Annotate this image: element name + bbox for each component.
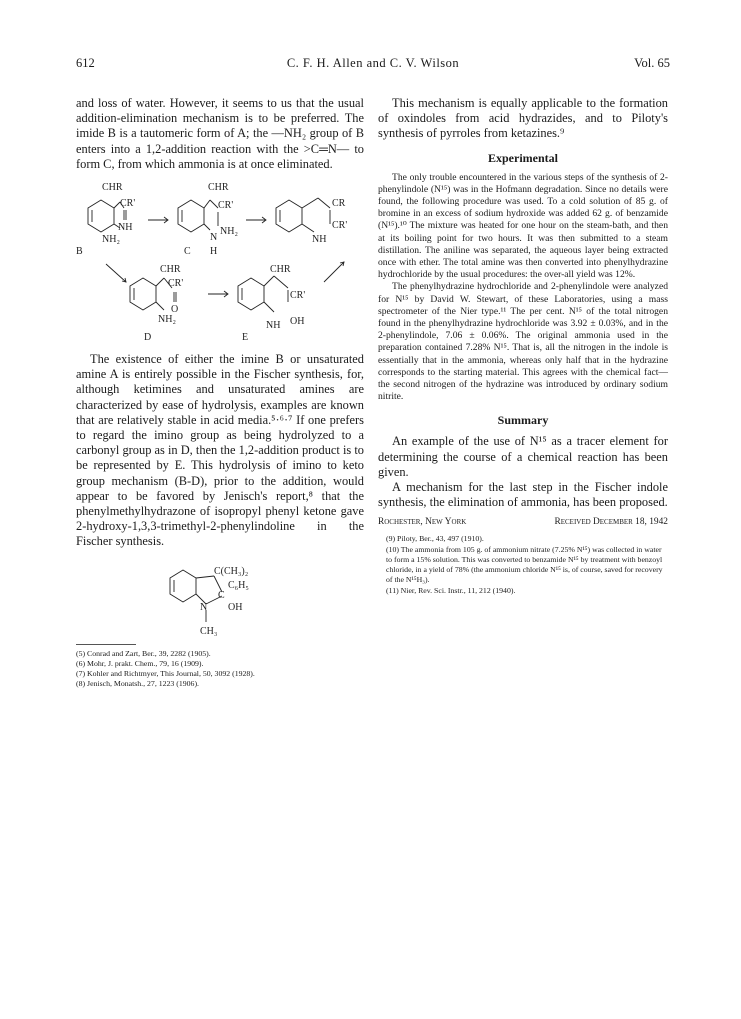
scheme-label-b: B: [76, 246, 83, 258]
scheme-c-cr: CR: [332, 198, 346, 210]
scheme-a-chr: CHR: [102, 182, 123, 194]
scheme-label-d: D: [144, 332, 152, 344]
footnote-6: (6) Mohr, J. prakt. Chem., 79, 16 (1909).: [76, 658, 204, 668]
scheme-e-cr: CR': [290, 290, 306, 302]
reaction-scheme: [68, 178, 368, 348]
experimental-paragraph-2: The phenylhydrazine hydrochloride and 2-phenylindole were analyzed for N¹⁵ by David W. Stewart, of these Laboratories, using a mass spectrometer of the Nier type.¹¹ The per cent. N¹⁵ of the total nitrogen found in the phenylhydrazine hydrochloride was 3.92 ± 0.03%, and in the 2-phenylindole, 7.06 ± 0.06%. The original ammonia used in the preparation contained 7.28% N¹⁵. That is, all the nitrogen in the indole is essentially that in the ammonia, whereas only half that in the hydrazine corresponds to the starting material. This agrees with the chemical fact—the second nitrogen of the hydrazine was introduced by ordinary sodium nitrite.: [378, 281, 668, 403]
left-paragraph-2: The existence of either the imine B or unsaturated amine A is entirely possible in the Fischer synthesis, for, although ketimines and unsaturated amines are characterized by ease of hydrolysis, examples are known that are relatively stable in acid media.⁵·⁶·⁷ If one prefers to regard the imino group as being hydrolyzed to a carbonyl group as in D, then the 1,2-addition product is to be represented by E. This hydrolysis of imino to keto group mechanism (B-D), prior to the addition, would appear to be favored by Jenisch's report,⁸ that the phenylmethylhydrazone of isopropyl phenyl ketone gave 2-hydroxy-1,3,3-trimethyl-2-phenylindoline in the Fischer synthesis.: [76, 352, 364, 549]
scheme-d-chr: CHR: [160, 264, 181, 276]
scheme-e-oh: OH: [290, 316, 305, 328]
scheme-e-chr: CHR: [270, 264, 291, 276]
signature-place: Rochester, New York: [378, 517, 467, 528]
summary-paragraph-2: A mechanism for the last step in the Fischer indole synthesis, the elimination of ammonia, has been proposed.: [378, 480, 668, 510]
scheme-e-nh: NH: [266, 320, 281, 332]
structure-cch3: C(CH₃)₂: [214, 565, 249, 577]
summary-heading: Summary: [497, 413, 549, 428]
footnote-9: (9) Piloty, Ber., 43, 497 (1910).: [386, 534, 484, 544]
scheme-d-nh2: NH₂: [158, 314, 176, 326]
signature-line: [378, 516, 668, 528]
scheme-a-nh2: NH₂: [102, 234, 120, 246]
scheme-b-chr: CHR: [208, 182, 229, 194]
scheme-label-c: C: [184, 246, 191, 258]
footnote-8: (8) Jenisch, Monatsh., 27, 1223 (1906).: [76, 679, 200, 689]
scheme-c-nh: NH: [312, 234, 327, 246]
structure-c: C: [218, 589, 225, 601]
left-footnote-rule: [76, 644, 136, 645]
left-column: [76, 96, 364, 689]
indoline-structure: [126, 558, 326, 640]
footnote-7: (7) Kohler and Richtmyer, This Journal, 50, 3092 (1928).: [76, 669, 255, 679]
structure-n: N: [200, 601, 208, 613]
scheme-label-e: E: [242, 332, 249, 344]
scheme-b-cr: CR': [218, 200, 234, 212]
right-column: [378, 96, 668, 596]
left-intro-paragraph: and loss of water. However, it seems to us that the usual addition-elimination mechanism is to be preferred. The imide B is a tautomeric form of A; the —NH₂ group of B enters into a 1,2-addition reaction with the >C═N— to form C, from which ammonia is at once eliminated.: [76, 96, 364, 171]
experimental-paragraph-1: The only trouble encountered in the various steps of the synthesis of 2-phenylindole (N¹⁵) was in the Hofmann degradation. Since no details were found, the following procedure was used. To a cold solution of 85 g. of bromine in an excess of sodium hydroxide was added 62 g. of benzamide (N¹⁵).¹⁰ The mixture was heated for one hour on the steam-bath, and then at its boiling point for two hours. It was then submitted to a steam distillation. The aniline was separated, the aqueous layer being extracted once with ether. The total amine was then converted into phenylhydrazine hydrochloride by the usual procedures: the over-all yield was 12%.: [378, 171, 668, 281]
volume-label: Vol. 65: [634, 56, 670, 70]
scheme-d-o: O: [171, 304, 179, 316]
signature-received: Received December 18, 1942: [554, 517, 668, 528]
scheme-c-cr2: CR': [332, 220, 348, 232]
running-title: C. F. H. Allen and C. V. Wilson: [286, 56, 460, 70]
footnote-5: (5) Conrad and Zart, Ber., 39, 2282 (1905).: [76, 648, 211, 658]
footnote-10: (10) The ammonia from 105 g. of ammonium nitrate (7.25% N¹⁵) was collected in water to form a 15% solution. This was converted to benzamide N¹⁵ by treatment with benzoyl chloride, in a yield of 78% (the ammonium chloride N¹⁵ is, of course, saved for recovery of the N¹⁵H₃).: [386, 544, 663, 585]
structure-c6h5: C₆H₅: [228, 579, 249, 591]
footnote-11: (11) Nier, Rev. Sci. Instr., 11, 212 (1940).: [386, 585, 516, 595]
running-header: [76, 56, 670, 74]
scheme-a-cr: CR': [120, 198, 136, 210]
experimental-heading: Experimental: [488, 150, 558, 165]
scheme-b-nh2: NH₂: [220, 226, 238, 238]
scheme-label-h: H: [210, 246, 218, 258]
scheme-d-cr: CR': [168, 278, 184, 290]
structure-ch3: CH₃: [200, 625, 218, 637]
scheme-b-n: N: [210, 232, 218, 244]
page-number: 612: [76, 56, 95, 70]
right-intro-paragraph: This mechanism is equally applicable to the formation of oxindoles from acid hydrazides, and to Piloty's synthesis of pyrroles from ketazines.⁹: [378, 96, 668, 141]
scheme-a-nh: NH: [118, 222, 133, 234]
structure-oh: OH: [228, 601, 243, 613]
summary-paragraph-1: An example of the use of N¹⁵ as a tracer element for determining the course of a chemical reaction has been given.: [378, 434, 668, 479]
